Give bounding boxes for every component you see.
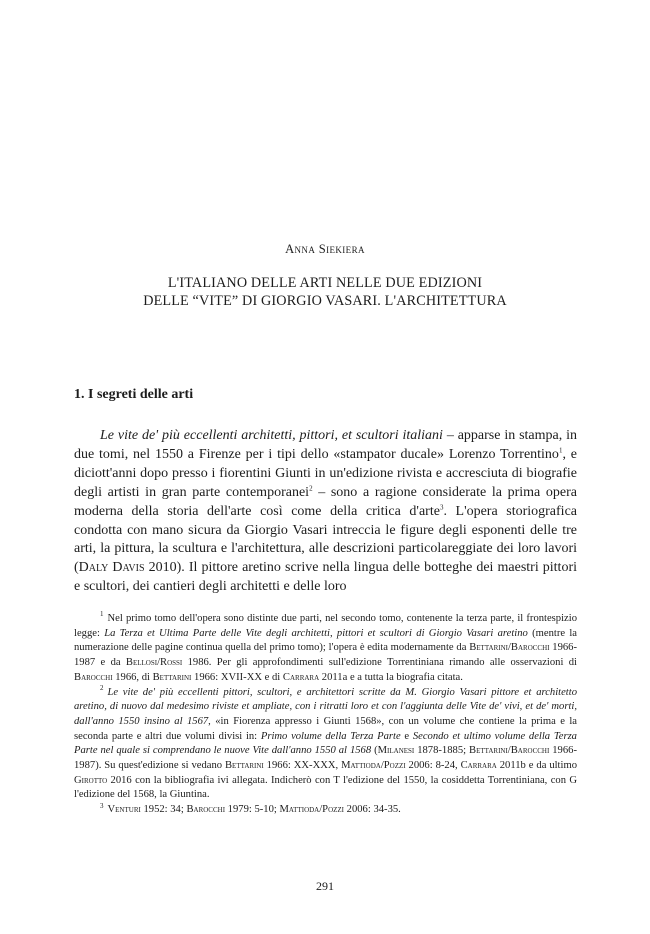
footnote-text: e [400,730,413,742]
body-text-segment: – sono a ragione considerate la prima opera moderna della storia dell'arte così come della critica d'arte [74,484,577,519]
citation: Carrara [282,671,320,683]
footnote-italic: Le vite de' più eccellenti pittori, scultori, e architettori scritte da M. Giorgio Vasari pittore et architetto aretino, di nuovo dal medesimo riviste et ampliate, con i ritratti loro et con l'aggiunta delle Vite de' vivi, et de' morti, dall'anno 1550 insino al 1567 [74,686,577,727]
citation: Barocchi [74,671,113,683]
citation: Bellosi/Rossi [125,657,183,669]
body-text-segment: . L'opera storiografica condotta con mano sicura da Giorgio Vasari intreccia le figure degli esponenti delle tre arti, la pittura, la scultura e l'architettura, alle descrizioni particolareggiate dei loro lavori ( [74,503,577,576]
footnote-text: ( [371,745,378,757]
footnote-text: 1966: XX-XXX, [263,760,342,772]
body-text-segment: , e diciott'anni dopo presso i fiorentini Giunti in un'edizione rivista e accresciuta di biografie degli artisti in gran parte contemporanei [74,446,577,500]
footnote-text: (mentre la numerazione delle pagine continua quella del primo tomo); l'opera è edita modernamente da [74,627,577,654]
article-title [0,274,650,310]
body-paragraph [74,427,577,597]
citation: Bettarini/Barocchi [469,745,550,757]
footnote-text: Nel primo tomo dell'opera sono distinte due parti, nel secondo tomo, contenente la terza parte, il frontespizio legge: [74,613,577,639]
footnote-text: 2006: 8-24, [405,760,461,772]
author-name: Anna Siekiera [285,242,365,256]
footnote-text: 2006: 34-35. [344,804,401,816]
footnote-text: 1966: XVII-XX e di [191,671,283,683]
body-text-segment: – apparse in stampa, in due tomi, nel 1550 a Firenze per i tipi dello «stampator ducale» Lorenzo Torrentino [74,428,578,462]
footnote-number: 3 [100,801,104,810]
footnote-ref-1[interactable]: 1 [558,446,563,455]
title-line-2: DELLE “VITE” DI GIORGIO VASARI. L'ARCHITETTURA [143,293,507,309]
citation: Mattioda/Pozzi [279,804,345,816]
footnote-2 [74,683,577,804]
footnote-3 [74,803,577,818]
footnote-italic: Primo volume della Terza Parte [260,730,401,742]
citation: Barocchi [186,804,226,816]
section-heading: 1. I segreti delle arti [74,387,194,402]
footnote-text: 1979: 5-10; [225,804,280,816]
citation: Venturi [107,804,141,816]
citation: Bettarini/Barocchi [469,642,550,654]
footnote-number: 2 [100,683,104,692]
footnote-text: 1952: 34; [140,804,187,816]
citation: Girotto [74,774,108,786]
footnote-text: 1966-1987 e da [74,642,577,669]
footnote-text: 1966-1987). Su quest'edizione si vedano [74,745,577,772]
footnote-text: 1986. Per gli approfondimenti sull'edizione Torrentiniana rimando alle osservazioni di [182,657,577,669]
footnote-text: , «in Fiorenza appresso i Giunti 1568», con un volume che contiene la prima e la seconda parte e altri due volumi divisi in: [74,715,577,742]
footnote-ref-2[interactable]: 2 [309,484,313,493]
footnote-text: 2016 con la bibliografia ivi allegata. Indicherò con T l'edizione del 1550, la cosiddetta Torrentiniana, con G l'edizione del 1568, la Giuntina. [74,774,577,801]
footnote-text: 2011a e a tutta la biografia citata. [319,671,463,683]
footnote-italic: Secondo et ultimo volume della Terza Parte nel quale si comprendano le nuove Vite dall'anno 1550 al 1568 [74,730,577,757]
citation: Mattioda/Pozzi [341,760,406,772]
footnotes [74,612,577,818]
footnote-number: 1 [100,610,104,619]
citation: Bettarini [224,760,264,772]
citation: Carrara [460,760,497,772]
footnote-text: 2011b e da ultimo [496,760,577,772]
page-number: 291 [316,879,334,893]
title-line-1: L'ITALIANO DELLE ARTI NELLE DUE EDIZIONI [167,275,483,291]
citation: Milanesi [377,745,415,757]
footnote-ref-3[interactable]: 3 [439,502,444,511]
footnote-text: 1966, di [112,671,153,683]
citation: Bettarini [152,671,192,683]
citation: Daly Davis 2010 [78,560,177,576]
footnote-italic: La Terza et Ultima Parte delle Vite degli architetti, pittori et scultori di Giorgio Vasari aretino [104,627,528,639]
footnote-1 [74,612,577,686]
footnote-text: 1878-1885; [414,745,470,757]
body-text-segment: ). Il pittore aretino scrive nella lingua delle botteghe dei maestri pittori e scultori, dei cantieri degli architetti e delle loro [74,560,578,595]
work-title: Le vite de' più eccellenti architetti, pittori, et scultori italiani [100,428,443,443]
